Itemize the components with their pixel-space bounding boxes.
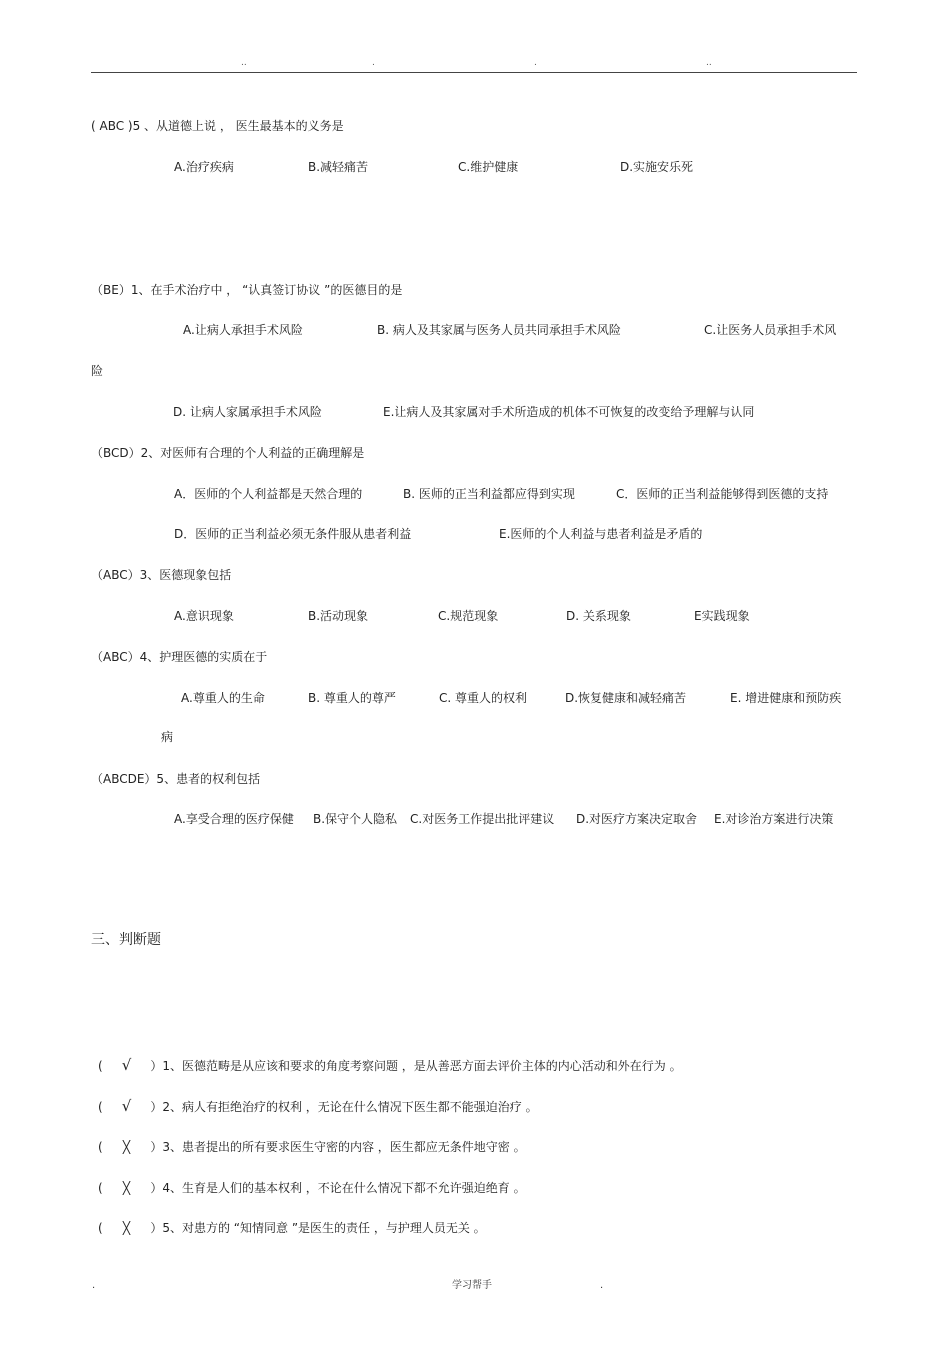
check-mark-icon: √ bbox=[121, 1097, 132, 1115]
header-dot: . bbox=[372, 58, 375, 68]
option-b: B.保守个人隐私 bbox=[313, 812, 398, 826]
option-e: E实践现象 bbox=[694, 609, 750, 623]
footer-right: . bbox=[600, 1280, 604, 1291]
section-title: 三、判断题 bbox=[91, 932, 161, 948]
option-b: B. 医师的正当利益都应得到实现 bbox=[403, 487, 575, 501]
option-c: C.让医务人员承担手术风 bbox=[704, 323, 837, 337]
option-e: E.对诊治方案进行决策 bbox=[714, 812, 834, 826]
option-c: C. 尊重人的权利 bbox=[439, 691, 528, 705]
option-d: D. 让病人家属承担手术风险 bbox=[173, 405, 322, 419]
cross-mark-icon: ╳ bbox=[122, 1221, 131, 1235]
tf-text: ）4、生育是人们的基本权利 ，不论在什么情况下都不允许强迫绝育 。 bbox=[150, 1181, 526, 1195]
option-c: C.规范现象 bbox=[438, 609, 499, 623]
tf-text: ）3、患者提出的所有要求医生守密的内容 ，医生都应无条件地守密 。 bbox=[150, 1140, 526, 1154]
question-stem: （BCD）2、对医师有合理的个人利益的正确理解是 bbox=[91, 446, 365, 460]
option-b: B.活动现象 bbox=[308, 609, 369, 623]
option-e: E.让病人及其家属对手术所造成的机体不可恢复的改变给予理解与认同 bbox=[383, 405, 755, 419]
option-a: A．医师的个人利益都是天然合理的 bbox=[174, 487, 363, 501]
check-mark-icon: √ bbox=[121, 1056, 132, 1074]
option-a: A.享受合理的医疗保健 bbox=[174, 812, 294, 826]
tf-item bbox=[98, 1221, 486, 1235]
tf-item bbox=[98, 1181, 526, 1195]
option-d: D.恢复健康和减轻痛苦 bbox=[565, 691, 687, 705]
tf-open-paren: ( bbox=[98, 1100, 103, 1114]
question-stem: （ABC）3、医德现象包括 bbox=[91, 568, 232, 582]
tf-item bbox=[98, 1099, 538, 1114]
option-c-wrap: 险 bbox=[91, 364, 104, 378]
option-c: C.对医务工作提出批评建议 bbox=[410, 812, 555, 826]
option-a: A.尊重人的生命 bbox=[181, 691, 265, 705]
footer-center: 学习帮手 bbox=[452, 1280, 492, 1291]
option-b: B. 病人及其家属与医务人员共同承担手术风险 bbox=[377, 323, 621, 337]
tf-text: ）2、病人有拒绝治疗的权利 ，无论在什么情况下医生都不能强迫治疗 。 bbox=[150, 1100, 538, 1114]
header-dot: . bbox=[534, 58, 537, 68]
tf-text: ）1、医德范畴是从应该和要求的角度考察问题 ，是从善恶方面去评价主体的内心活动和外在行为 。 bbox=[150, 1059, 682, 1073]
question-stem: （BE）1、在手术治疗中 ， “认真签订协议 ”的医德目的是 bbox=[91, 283, 403, 297]
header-dot: .. bbox=[706, 58, 712, 68]
option-b: B. 尊重人的尊严 bbox=[308, 691, 396, 705]
header-dot: .. bbox=[241, 58, 247, 68]
option-e: E.医师的个人利益与患者利益是矛盾的 bbox=[499, 527, 703, 541]
option-d: D．医师的正当利益必须无条件服从患者利益 bbox=[174, 527, 412, 541]
header-rule bbox=[91, 72, 857, 73]
option-e: E. 增进健康和预防疾 bbox=[730, 691, 842, 705]
cross-mark-icon: ╳ bbox=[122, 1181, 131, 1195]
tf-open-paren: ( bbox=[98, 1140, 103, 1154]
tf-item bbox=[98, 1058, 682, 1073]
tf-open-paren: ( bbox=[98, 1181, 103, 1195]
footer-left: . bbox=[92, 1280, 96, 1291]
tf-open-paren: ( bbox=[98, 1221, 103, 1235]
option-d: D.实施安乐死 bbox=[620, 160, 694, 174]
option-d: D. 关系现象 bbox=[566, 609, 631, 623]
tf-text: ）5、对患方的 “知情同意 ”是医生的责任 ，与护理人员无关 。 bbox=[150, 1221, 486, 1235]
tf-item bbox=[98, 1140, 526, 1154]
option-c: C．医师的正当利益能够得到医德的支持 bbox=[616, 487, 829, 501]
question-stem: （ABC）4、护理医德的实质在于 bbox=[91, 650, 268, 664]
option-e-wrap: 病 bbox=[161, 730, 174, 744]
option-b: B.减轻痛苦 bbox=[308, 160, 369, 174]
option-a: A.意识现象 bbox=[174, 609, 234, 623]
option-a: A.治疗疾病 bbox=[174, 160, 234, 174]
option-c: C.维护健康 bbox=[458, 160, 519, 174]
option-d: D.对医疗方案决定取舍 bbox=[576, 812, 698, 826]
option-a: A.让病人承担手术风险 bbox=[183, 323, 303, 337]
tf-open-paren: ( bbox=[98, 1059, 103, 1073]
cross-mark-icon: ╳ bbox=[122, 1140, 131, 1154]
question-stem: （ABCDE）5、患者的权利包括 bbox=[91, 772, 261, 786]
question-stem: ( ABC )5 、从道德上说 ， 医生最基本的义务是 bbox=[91, 119, 344, 133]
